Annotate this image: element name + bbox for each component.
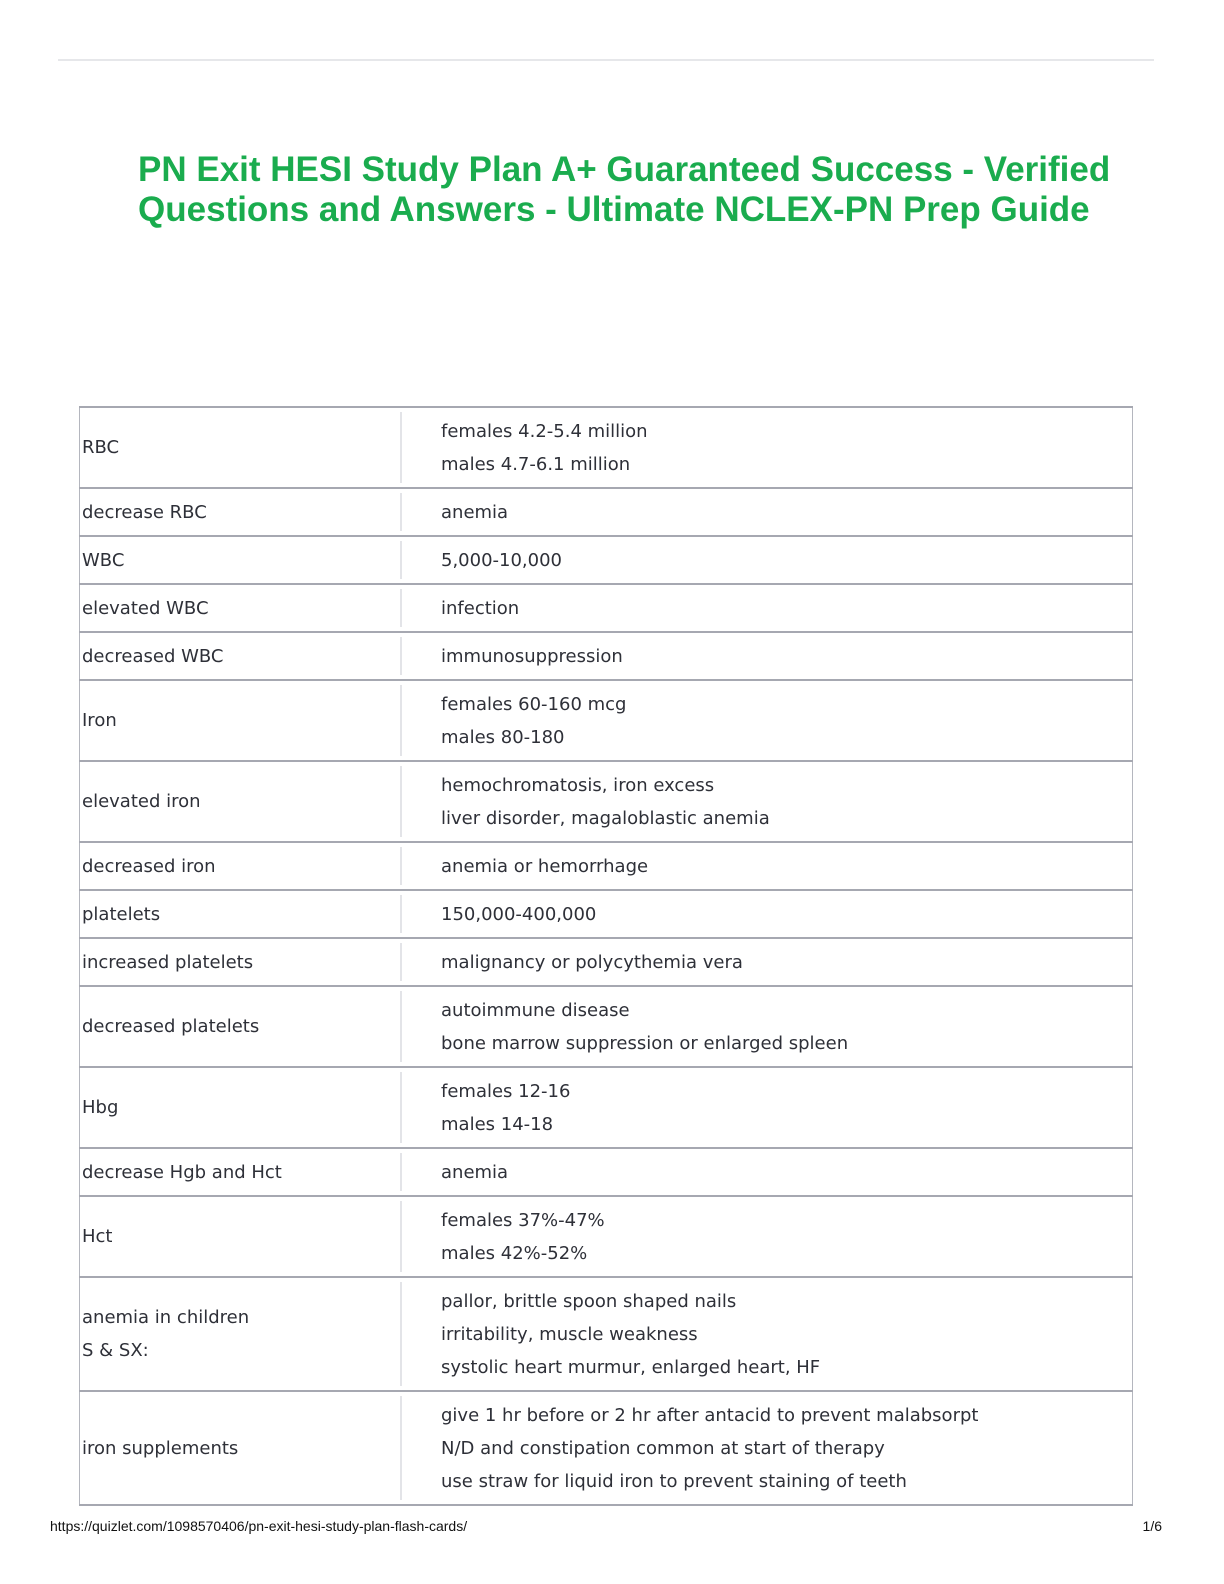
flashcard-table (79, 406, 1133, 1506)
flashcard-definition (400, 986, 1133, 1067)
flashcard-term (80, 890, 401, 938)
definition-text: N/D and constipation common at start of therapy (441, 1437, 885, 1459)
definition-text: anemia or hemorrhage (441, 855, 649, 877)
term-text: Hct (82, 1226, 113, 1247)
term-text: anemia in children (82, 1307, 250, 1328)
flashcard-row (80, 842, 1133, 890)
flashcard-definition (400, 488, 1133, 536)
flashcard-term (80, 1391, 401, 1505)
flashcard-row (80, 1277, 1133, 1391)
flashcard-row (80, 890, 1133, 938)
definition-text: anemia (441, 501, 509, 523)
flashcard-term (80, 1277, 401, 1391)
flashcard-term (80, 842, 401, 890)
term-text: iron supplements (82, 1437, 239, 1459)
flashcard-row (80, 488, 1133, 536)
document-title: PN Exit HESI Study Plan A+ Guaranteed Success - Verified Questions and Answers - Ultimate NCLEX-PN Prep Guide (138, 150, 1111, 229)
flashcard-term (80, 632, 401, 680)
flashcard-term (80, 938, 401, 986)
flashcard-definition (400, 1391, 1133, 1505)
definition-text: infection (441, 597, 520, 619)
flashcard-term (80, 986, 401, 1067)
definition-text: liver disorder, magaloblastic anemia (441, 807, 770, 829)
flashcard-definition (400, 536, 1133, 584)
flashcard-row (80, 986, 1133, 1067)
term-text: increased platelets (82, 951, 254, 973)
header-divider (58, 59, 1154, 61)
flashcard-term (80, 407, 401, 488)
flashcard-term (80, 584, 401, 632)
flashcard-definition (400, 1277, 1133, 1391)
flashcard-definition (400, 938, 1133, 986)
definition-text: bone marrow suppression or enlarged spleen (441, 1032, 849, 1054)
definition-text: 5,000-10,000 (441, 549, 563, 571)
footer-url: https://quizlet.com/1098570406/pn-exit-hesi-study-plan-flash-cards/ (50, 1518, 468, 1534)
flashcard-term (80, 761, 401, 842)
definition-text: immunosuppression (441, 645, 623, 667)
definition-text: females 12-16 (441, 1080, 571, 1102)
flashcard-definition (400, 680, 1133, 761)
flashcard-row (80, 1196, 1133, 1277)
definition-text: males 4.7-6.1 million (441, 453, 631, 475)
definition-text: use straw for liquid iron to prevent staining of teeth (441, 1470, 907, 1492)
flashcard-table-body (80, 407, 1133, 1505)
flashcard-row (80, 1391, 1133, 1505)
flashcard-definition (400, 1067, 1133, 1148)
definition-text: females 4.2-5.4 million (441, 420, 648, 442)
flashcard-row (80, 1148, 1133, 1196)
definition-text: males 80-180 (441, 726, 565, 748)
term-text: elevated iron (82, 791, 201, 812)
flashcard-row (80, 632, 1133, 680)
flashcard-row (80, 938, 1133, 986)
flashcard-row (80, 407, 1133, 488)
flashcard-term (80, 536, 401, 584)
definition-text: autoimmune disease (441, 999, 630, 1021)
term-text: Hbg (82, 1097, 119, 1118)
flashcard-definition (400, 584, 1133, 632)
term-text: decrease Hgb and Hct (82, 1161, 282, 1183)
definition-text: irritability, muscle weakness (441, 1323, 698, 1345)
definition-text: 150,000-400,000 (441, 903, 597, 925)
term-text: S & SX: (82, 1340, 149, 1361)
flashcard-row (80, 1067, 1133, 1148)
term-text: decrease RBC (82, 501, 207, 523)
definition-text: males 42%-52% (441, 1242, 588, 1264)
definition-text: females 60-160 mcg (441, 693, 627, 715)
term-text: decreased iron (82, 855, 216, 877)
flashcard-definition (400, 890, 1133, 938)
flashcard-term (80, 488, 401, 536)
flashcard-definition (400, 842, 1133, 890)
term-text: WBC (82, 549, 125, 571)
term-text: platelets (82, 903, 161, 925)
flashcard-term (80, 680, 401, 761)
definition-text: hemochromatosis, iron excess (441, 774, 715, 796)
flashcard-row (80, 761, 1133, 842)
term-text: RBC (82, 437, 120, 458)
term-text: decreased platelets (82, 1016, 260, 1037)
flashcard-definition (400, 761, 1133, 842)
definition-text: females 37%-47% (441, 1209, 605, 1231)
definition-text: systolic heart murmur, enlarged heart, HF (441, 1356, 821, 1378)
definition-text: males 14-18 (441, 1113, 554, 1135)
flashcard-row (80, 536, 1133, 584)
definition-text: pallor, brittle spoon shaped nails (441, 1290, 737, 1312)
term-text: decreased WBC (82, 645, 224, 667)
flashcard-row (80, 584, 1133, 632)
flashcard-definition (400, 1148, 1133, 1196)
definition-text: malignancy or polycythemia vera (441, 951, 743, 973)
footer-page-number: 1/6 (1142, 1518, 1162, 1534)
definition-text: anemia (441, 1161, 509, 1183)
definition-text: give 1 hr before or 2 hr after antacid to prevent malabsorpt (441, 1404, 979, 1426)
flashcard-row (80, 680, 1133, 761)
flashcard-definition (400, 632, 1133, 680)
flashcard-term (80, 1067, 401, 1148)
flashcard-definition (400, 407, 1133, 488)
flashcard-term (80, 1196, 401, 1277)
term-text: Iron (82, 710, 117, 731)
flashcard-term (80, 1148, 401, 1196)
flashcard-definition (400, 1196, 1133, 1277)
term-text: elevated WBC (82, 597, 209, 619)
